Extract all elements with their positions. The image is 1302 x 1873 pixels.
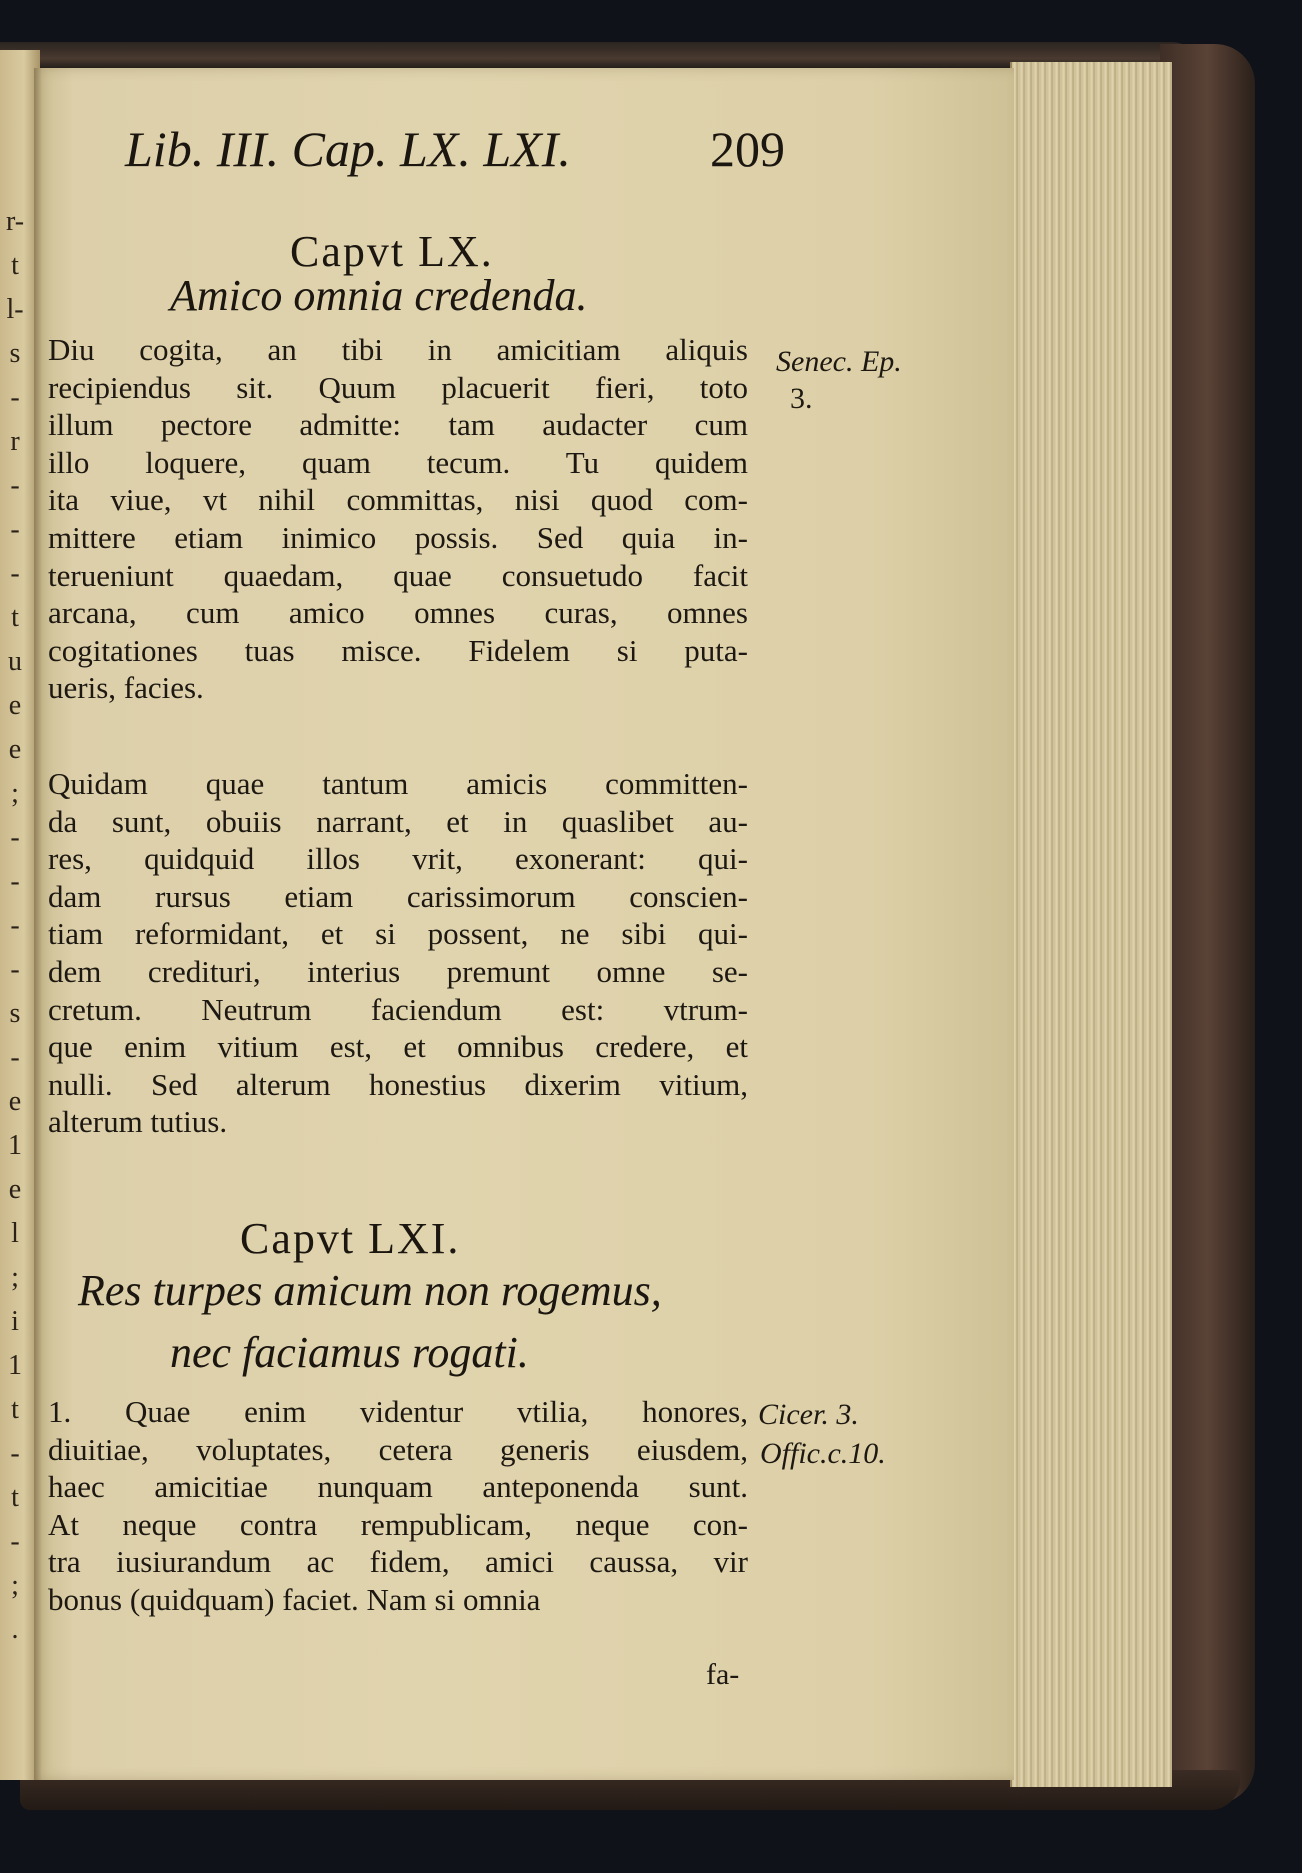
chapter-61-subtitle-line-1: Res turpes amicum non rogemus, bbox=[78, 1266, 662, 1315]
text-line: arcana, cum amico omnes curas, omnes bbox=[48, 595, 748, 631]
text-line: cretum. Neutrum faciendum est: vtrum- bbox=[48, 991, 748, 1027]
running-head bbox=[125, 120, 785, 184]
chapter-61-margin-note-1: Cicer. 3. bbox=[758, 1398, 859, 1431]
text-line: alterum tutius. bbox=[48, 1104, 228, 1140]
chapter-61-subtitle-line-2: nec faciamus rogati. bbox=[170, 1328, 529, 1377]
previous-page-letter: e bbox=[8, 1086, 22, 1117]
text-line: ita viue, vt nihil committas, nisi quod com- bbox=[48, 482, 748, 518]
text-line: tiam reformidant, et si possent, ne sibi qui- bbox=[48, 916, 748, 952]
chapter-60-subtitle: Amico omnia credenda. bbox=[170, 271, 588, 320]
text-line: terueniunt quaedam, quae consuetudo facit bbox=[48, 557, 748, 593]
text-line: At neque contra rempublicam, neque con- bbox=[48, 1506, 748, 1542]
text-line: 1. Quae enim videntur vtilia, honores, bbox=[48, 1394, 748, 1429]
text-line: haec amicitiae nunquam anteponenda sunt. bbox=[48, 1469, 748, 1505]
text-line: bonus (quidquam) faciet. Nam si omnia bbox=[48, 1581, 541, 1617]
previous-page-letter: s bbox=[9, 998, 21, 1029]
text-line: Diu cogita, an tibi in amicitiam aliquis bbox=[48, 332, 748, 367]
page-edges-stack bbox=[1010, 62, 1172, 1787]
previous-page-letter: - bbox=[10, 954, 20, 985]
previous-page-letter: l bbox=[11, 1218, 19, 1249]
text-line: tra iusiurandum ac fidem, amici caussa, vir bbox=[48, 1544, 748, 1580]
previous-page-letter: - bbox=[10, 866, 20, 897]
chapter-61-paragraph bbox=[48, 1393, 748, 1619]
previous-page-letter: - bbox=[10, 514, 20, 545]
previous-page-letter: - bbox=[10, 910, 20, 941]
previous-page-letter: - bbox=[10, 822, 20, 853]
previous-page-letter: t bbox=[11, 602, 19, 633]
page-number: 209 bbox=[710, 121, 785, 177]
text-line: illo loquere, quam tecum. Tu quidem bbox=[48, 444, 748, 480]
previous-page-letter: l- bbox=[6, 294, 24, 325]
text-line: Quidam quae tantum amicis committen- bbox=[48, 766, 748, 801]
text-line: mittere etiam inimico possis. Sed quia in- bbox=[48, 519, 748, 555]
previous-page-letter: - bbox=[10, 1526, 20, 1557]
text-line: nulli. Sed alterum honestius dixerim vitium, bbox=[48, 1066, 748, 1102]
text-line: illum pectore admitte: tam audacter cum bbox=[48, 407, 748, 443]
previous-page-letter: 1 bbox=[8, 1350, 22, 1381]
page-gutter-shadow bbox=[34, 68, 42, 1780]
previous-page-letter: r- bbox=[5, 206, 25, 237]
chapter-60-paragraph-1 bbox=[48, 331, 748, 707]
previous-page-letter: e bbox=[8, 690, 22, 721]
chapter-60-margin-note-2: 3. bbox=[790, 382, 813, 415]
previous-page-letter: - bbox=[10, 470, 20, 501]
previous-page-letter: t bbox=[11, 1482, 19, 1513]
previous-page-letters bbox=[0, 200, 30, 1700]
previous-page-letter: - bbox=[10, 1042, 20, 1073]
previous-page-letter: ; bbox=[11, 1262, 19, 1293]
previous-page-letter: 1 bbox=[8, 1130, 22, 1161]
chapter-61-margin-note-2: Offic.c.10. bbox=[760, 1437, 886, 1470]
text-line: da sunt, obuiis narrant, et in quaslibet au- bbox=[48, 803, 748, 839]
text-line: dem credituri, interius premunt omne se- bbox=[48, 953, 748, 989]
text-line: res, quidquid illos vrit, exonerant: qui- bbox=[48, 841, 748, 877]
previous-page-letter: r bbox=[10, 426, 20, 457]
chapter-60-margin-note-1: Senec. Ep. bbox=[776, 345, 902, 378]
previous-page-letter: u bbox=[8, 646, 22, 677]
text-line: dam rursus etiam carissimorum conscien- bbox=[48, 878, 748, 914]
chapter-60-paragraph-2 bbox=[48, 765, 748, 1141]
previous-page-letter: e bbox=[8, 734, 22, 765]
previous-page-letter: i bbox=[11, 1306, 19, 1337]
previous-page-letter: e bbox=[8, 1174, 22, 1205]
previous-page-letter: ; bbox=[11, 778, 19, 809]
text-line: ueris, facies. bbox=[48, 670, 204, 706]
previous-page-letter: t bbox=[11, 1394, 19, 1425]
text-line: diuitiae, voluptates, cetera generis eiusdem, bbox=[48, 1431, 748, 1467]
previous-page-letter: ; bbox=[11, 1570, 19, 1601]
previous-page-letter: - bbox=[10, 1438, 20, 1469]
text-line: recipiendus sit. Quum placuerit fieri, toto bbox=[48, 369, 748, 405]
chapter-61-heading: Capvt LXI. bbox=[240, 1214, 461, 1263]
previous-page-letter: - bbox=[10, 382, 20, 413]
catchword: fa- bbox=[706, 1658, 740, 1691]
running-head-title: Lib. III. Cap. LX. LXI. bbox=[125, 121, 571, 177]
text-line: que enim vitium est, et omnibus credere, et bbox=[48, 1029, 748, 1065]
previous-page-letter: s bbox=[9, 338, 21, 369]
previous-page-letter: - bbox=[10, 558, 20, 589]
chapter-60-heading: Capvt LX. bbox=[290, 227, 494, 276]
previous-page-letter: t bbox=[11, 250, 19, 281]
text-line: cogitationes tuas misce. Fidelem si puta- bbox=[48, 632, 748, 668]
book-cover-spine bbox=[1160, 44, 1255, 1804]
previous-page-letter: . bbox=[11, 1614, 19, 1645]
